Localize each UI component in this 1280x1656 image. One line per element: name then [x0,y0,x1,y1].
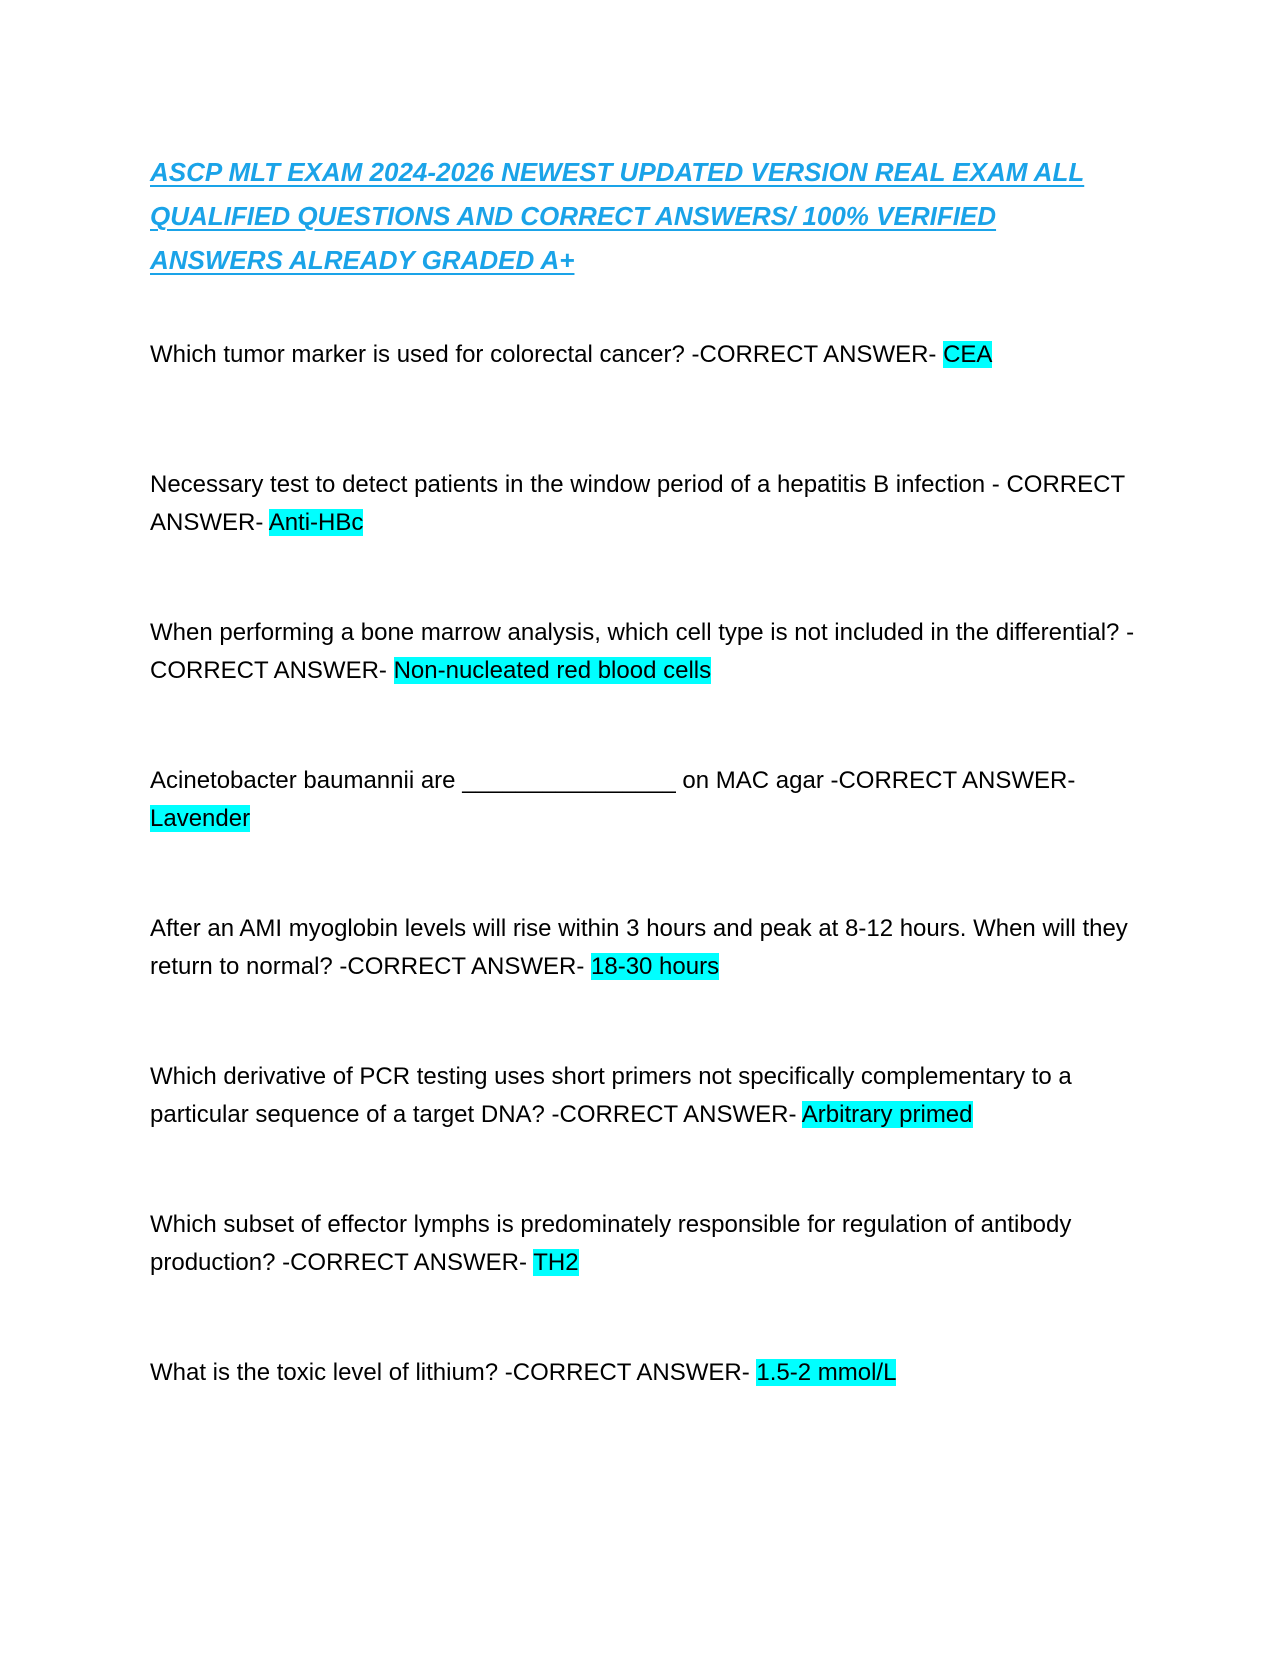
answer-highlight: 18-30 hours [591,953,720,980]
qa-item-1 [150,336,1140,374]
qa-item-4 [150,762,1140,838]
question-text: Which subset of effector lymphs is predominately responsible for regulation of antibody production? -CORRECT ANSWER- [150,1211,1072,1276]
answer-highlight: Arbitrary primed [801,1101,973,1128]
qa-item-5 [150,910,1140,986]
answer-highlight: Anti-HBc [268,509,364,536]
qa-item-2 [150,466,1140,542]
question-text: Which tumor marker is used for colorectal cancer? -CORRECT ANSWER- [150,341,944,368]
qa-item-3 [150,614,1140,690]
document-title: ASCP MLT EXAM 2024-2026 NEWEST UPDATED VERSION REAL EXAM ALL QUALIFIED QUESTIONS AND CORRECT ANSWERS/ 100% VERIFIED ANSWERS ALREADY GRADED A+ [150,157,1085,275]
answer-highlight: 1.5-2 mmol/L [756,1359,897,1386]
question-text: Necessary test to detect patients in the window period of a hepatitis B infection - CORRECT ANSWER- [150,471,1125,536]
question-text: After an AMI myoglobin levels will rise within 3 hours and peak at 8-12 hours. When will they return to normal? -CORRECT ANSWER- [150,915,1128,980]
qa-item-6 [150,1058,1140,1134]
question-text: Acinetobacter baumannii are ________________ on MAC agar -CORRECT ANSWER- [150,767,1076,794]
qa-item-7 [150,1206,1140,1282]
question-text: What is the toxic level of lithium? -CORRECT ANSWER- [150,1359,757,1386]
qa-item-8 [150,1354,1140,1392]
question-text: When performing a bone marrow analysis, which cell type is not included in the differential? -CORRECT ANSWER- [150,619,1135,684]
answer-highlight: CEA [943,341,993,368]
answer-highlight: Non-nucleated red blood cells [393,657,712,684]
answer-highlight: Lavender [150,805,251,832]
question-text: Which derivative of PCR testing uses short primers not specifically complementary to a particular sequence of a target DNA? -CORRECT ANSWER- [150,1063,1072,1128]
answer-highlight: TH2 [533,1249,579,1276]
